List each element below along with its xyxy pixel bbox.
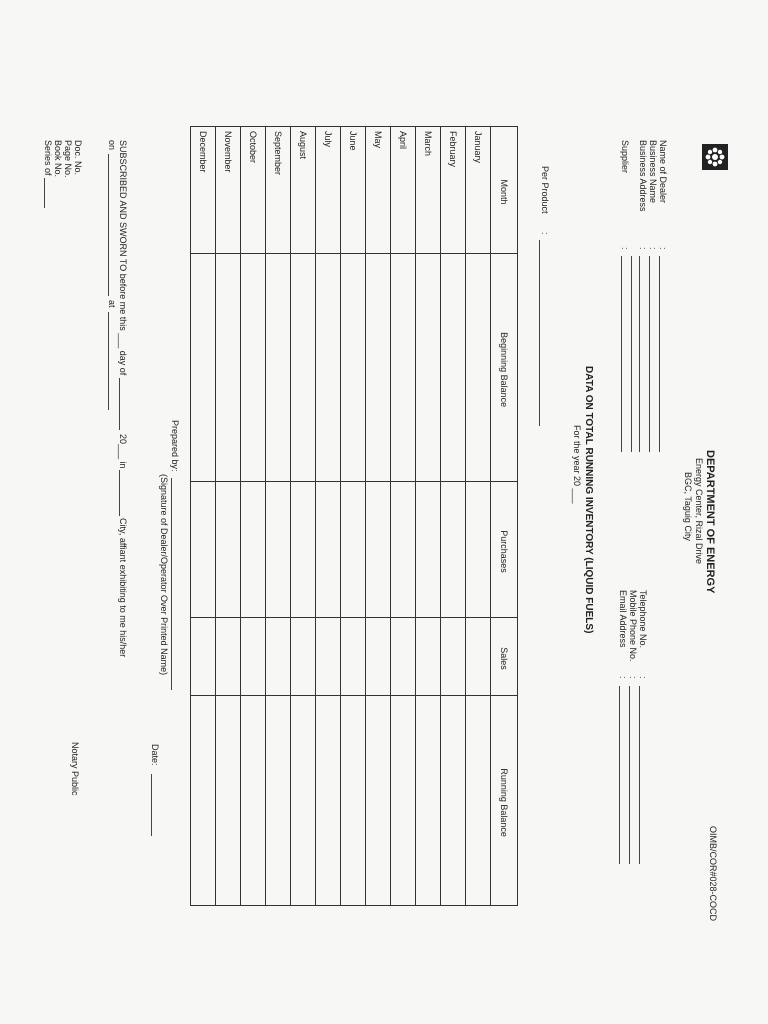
table-cell[interactable] [316,482,341,618]
table-cell[interactable] [216,696,241,906]
oath-city-field[interactable] [119,470,120,516]
agency-address-1: Energy Center, Rizal Drive [694,458,704,565]
business-address-field-2[interactable] [631,256,632,452]
table-cell[interactable] [216,254,241,482]
table-cell[interactable] [191,254,216,482]
table-cell[interactable] [266,254,291,482]
form-subtitle: For the year 20 ___ [572,425,582,504]
table-cell[interactable] [316,696,341,906]
table-cell[interactable] [291,617,316,695]
table-body [191,127,491,906]
signature-line[interactable] [171,478,172,690]
table-cell[interactable] [441,696,466,906]
table-cell[interactable] [241,617,266,695]
oath-date-field[interactable] [108,154,109,296]
business-address-colon: : [638,247,648,250]
mobile-field[interactable] [629,686,630,864]
business-name-colon: : [648,247,658,250]
business-name-field[interactable] [649,256,650,452]
date-label: Date: [150,744,160,766]
mobile-colon: : [628,676,638,679]
col-running-balance: Running Balance [491,696,518,906]
table-cell[interactable] [241,254,266,482]
business-name-label: Business Name [648,140,658,204]
supplier-colon: : [620,247,630,250]
signature-caption: (Signature of Dealer/Operator Over Printed Name) [159,474,169,676]
table-row [391,127,416,906]
col-sales: Sales [491,617,518,695]
table-cell[interactable] [441,617,466,695]
per-product-colon: : [540,232,550,235]
notary-public-label: Notary Public [70,742,80,796]
table-cell[interactable] [291,482,316,618]
table-cell[interactable] [466,482,491,618]
oath-month-field[interactable] [119,378,120,430]
series-of-field[interactable] [44,178,45,208]
per-product-field[interactable] [539,240,540,426]
table-cell[interactable] [366,254,391,482]
table-cell[interactable] [416,482,441,618]
doe-logo-icon [702,144,728,170]
telephone-field[interactable] [639,686,640,864]
per-product-label: Per Product [540,166,550,214]
doc-no-label: Doc. No. [73,140,83,176]
table-row [416,127,441,906]
table-row [366,127,391,906]
table-cell[interactable] [391,696,416,906]
page-no-label: Page No. [63,140,73,178]
inventory-table [190,126,518,906]
book-no-label: Book No. [53,140,63,178]
table-row [341,127,366,906]
month-cell: February [441,127,466,254]
table-row [291,127,316,906]
table-cell[interactable] [441,254,466,482]
table-cell[interactable] [341,482,366,618]
supplier-label: Supplier [620,140,630,174]
table-cell[interactable] [466,617,491,695]
oath-line-1a: SUBSCRIBED AND SWORN TO before me this ___ day of [118,140,128,376]
table-row [466,127,491,906]
month-cell: July [316,127,341,254]
table-row [266,127,291,906]
oath-line-1c: City, affiant exhibiting to me his/her [118,518,128,658]
oath-line-1b: 20___ in [118,434,128,469]
business-address-label: Business Address [638,140,648,212]
telephone-colon: : [638,676,648,679]
table-cell[interactable] [316,617,341,695]
table-cell[interactable] [416,696,441,906]
table-cell[interactable] [216,482,241,618]
month-cell: April [391,127,416,254]
table-cell[interactable] [466,696,491,906]
telephone-label: Telephone No. [638,590,648,649]
table-row [441,127,466,906]
agency-name: DEPARTMENT OF ENERGY [704,450,716,594]
month-cell: September [266,127,291,254]
table-cell[interactable] [266,696,291,906]
series-of-label: Series of [43,140,53,176]
table-cell[interactable] [216,617,241,695]
table-cell[interactable] [441,482,466,618]
month-cell: January [466,127,491,254]
table-row [191,127,216,906]
table-cell[interactable] [291,254,316,482]
table-cell[interactable] [391,617,416,695]
month-cell: December [191,127,216,254]
month-cell: August [291,127,316,254]
table-cell[interactable] [316,254,341,482]
prepared-by-label: Prepared by: [170,420,180,472]
table-cell[interactable] [266,482,291,618]
table-cell[interactable] [341,254,366,482]
month-cell: May [366,127,391,254]
month-cell: March [416,127,441,254]
email-colon: : [618,676,628,679]
table-row [316,127,341,906]
business-address-field[interactable] [639,256,640,452]
form-title: DATA ON TOTAL RUNNING INVENTORY (LIQUID FUELS) [583,366,594,634]
table-cell[interactable] [391,482,416,618]
col-month: Month [491,127,518,254]
table-cell[interactable] [191,482,216,618]
oath-place-field[interactable] [108,312,109,410]
table-cell[interactable] [416,617,441,695]
date-field[interactable] [151,774,152,836]
month-cell: November [216,127,241,254]
table-row [216,127,241,906]
table-cell[interactable] [341,617,366,695]
table-cell[interactable] [291,696,316,906]
month-cell: October [241,127,266,254]
table-cell[interactable] [391,254,416,482]
table-cell[interactable] [366,482,391,618]
dealer-colon: : [658,247,668,250]
dealer-field[interactable] [659,256,660,452]
mobile-label: Mobile Phone No. [628,590,638,662]
table-row [241,127,266,906]
table-cell[interactable] [366,617,391,695]
col-purchases: Purchases [491,482,518,618]
table-header-row [491,127,518,906]
table-cell[interactable] [466,254,491,482]
table-cell[interactable] [266,617,291,695]
table-cell[interactable] [241,482,266,618]
dealer-label: Name of Dealer [658,140,668,204]
oath-line-2b: at [107,300,117,308]
col-beginning-balance: Beginning Balance [491,254,518,482]
table-cell[interactable] [191,617,216,695]
table-cell[interactable] [241,696,266,906]
email-field[interactable] [619,686,620,864]
table-cell[interactable] [416,254,441,482]
form-code: OIMB/COR#028-COCD [708,826,718,922]
agency-address-2: BGC, Taguig City [683,472,693,541]
email-label: Email Address [618,590,628,648]
table-cell[interactable] [341,696,366,906]
month-cell: June [341,127,366,254]
table-cell[interactable] [366,696,391,906]
oath-line-2a: on [107,140,117,151]
supplier-field[interactable] [621,256,622,452]
table-cell[interactable] [191,696,216,906]
